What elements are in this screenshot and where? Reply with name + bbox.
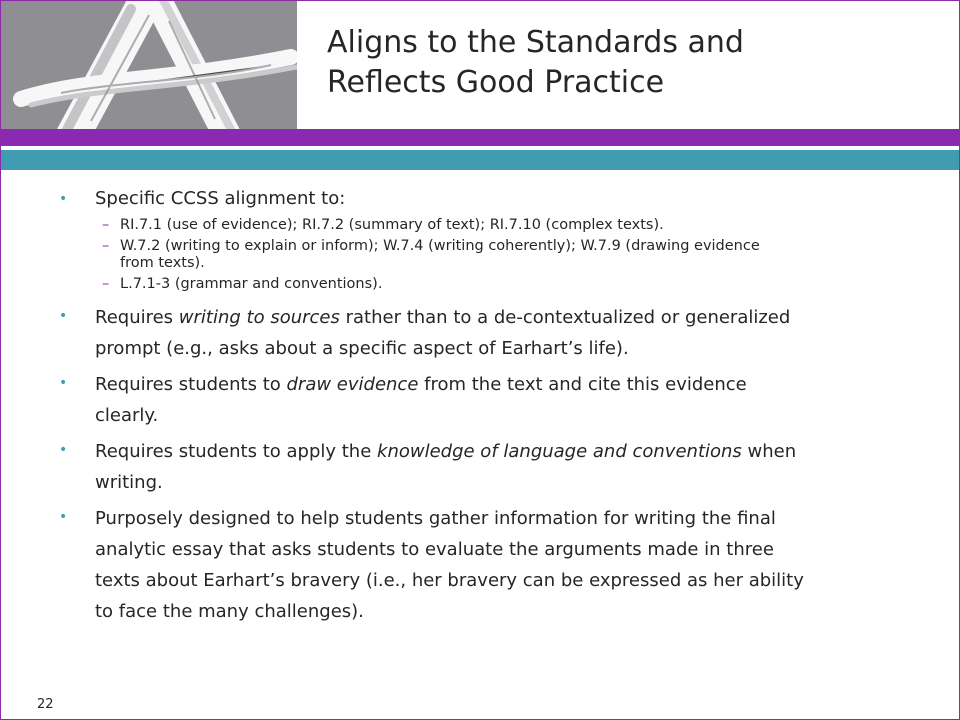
sub-bullet-text: W.7.2 (writing to explain or inform); W.7.4 (writing coherently); W.7.9 (drawing evidence xyxy=(120,238,760,254)
sub-bullet-l xyxy=(53,276,903,293)
bullet-text-post: from the text and cite this evidence xyxy=(418,374,747,395)
page-number: 22 xyxy=(37,697,54,712)
sub-bullet-w xyxy=(53,238,903,272)
bullet-text-post: when xyxy=(741,441,797,462)
slide-title xyxy=(327,23,927,103)
bullet-text-pre: Requires students to apply the xyxy=(95,441,378,462)
bullet-text-pre: Requires xyxy=(95,307,179,328)
bullet-dot-icon: • xyxy=(59,442,68,458)
bullet-text-line-3: texts about Earhart’s bravery (i.e., her bravery can be expressed as her ability xyxy=(95,570,804,591)
bullet-draw-evidence xyxy=(53,369,903,431)
letter-a-logo-icon xyxy=(1,1,297,129)
sub-bullet-ri xyxy=(53,217,903,234)
bullet-text-line-4: to face the many challenges). xyxy=(95,601,364,622)
bullet-text-cont: prompt (e.g., asks about a specific aspect of Earhart’s life). xyxy=(95,338,629,359)
bullet-text-emphasis: draw evidence xyxy=(286,374,419,395)
bullet-dot-icon: • xyxy=(59,191,68,207)
bullet-dot-icon: • xyxy=(59,375,68,391)
title-line-1: Aligns to the Standards and xyxy=(327,25,744,60)
teal-divider-band xyxy=(1,150,959,170)
bullet-purposely-designed xyxy=(53,503,903,627)
sub-bullet-text: L.7.1-3 (grammar and conventions). xyxy=(120,276,383,292)
bullet-text-line-2: analytic essay that asks students to evaluate the arguments made in three xyxy=(95,539,774,560)
bullet-text-post: rather than to a de-contextualized or generalized xyxy=(339,307,791,328)
title-line-2: Reflects Good Practice xyxy=(327,65,665,100)
bullet-language-conventions xyxy=(53,436,903,498)
bullet-text-emphasis: writing to sources xyxy=(178,307,340,328)
bullet-text-line-1: Purposely designed to help students gather information for writing the final xyxy=(95,508,776,529)
logo-panel xyxy=(1,1,297,129)
slide-body xyxy=(53,185,903,627)
bullet-dot-icon: • xyxy=(59,509,68,525)
bullet-text-cont: clearly. xyxy=(95,405,159,426)
bullet-text: Specific CCSS alignment to: xyxy=(95,188,346,209)
purple-divider-band xyxy=(1,129,959,146)
dash-icon: – xyxy=(102,217,110,233)
bullet-text-emphasis: knowledge of language and conventions xyxy=(377,441,742,462)
sub-bullet-text: RI.7.1 (use of evidence); RI.7.2 (summary of text); RI.7.10 (complex texts). xyxy=(120,217,664,233)
dash-icon: – xyxy=(102,276,110,292)
bullet-text-pre: Requires students to xyxy=(95,374,287,395)
bullet-ccss-alignment xyxy=(53,185,903,213)
dash-icon: – xyxy=(102,238,110,254)
bullet-text-cont: writing. xyxy=(95,472,163,493)
sub-bullet-text-cont: from texts). xyxy=(120,255,205,271)
bullet-writing-to-sources xyxy=(53,302,903,364)
bullet-dot-icon: • xyxy=(59,308,68,324)
